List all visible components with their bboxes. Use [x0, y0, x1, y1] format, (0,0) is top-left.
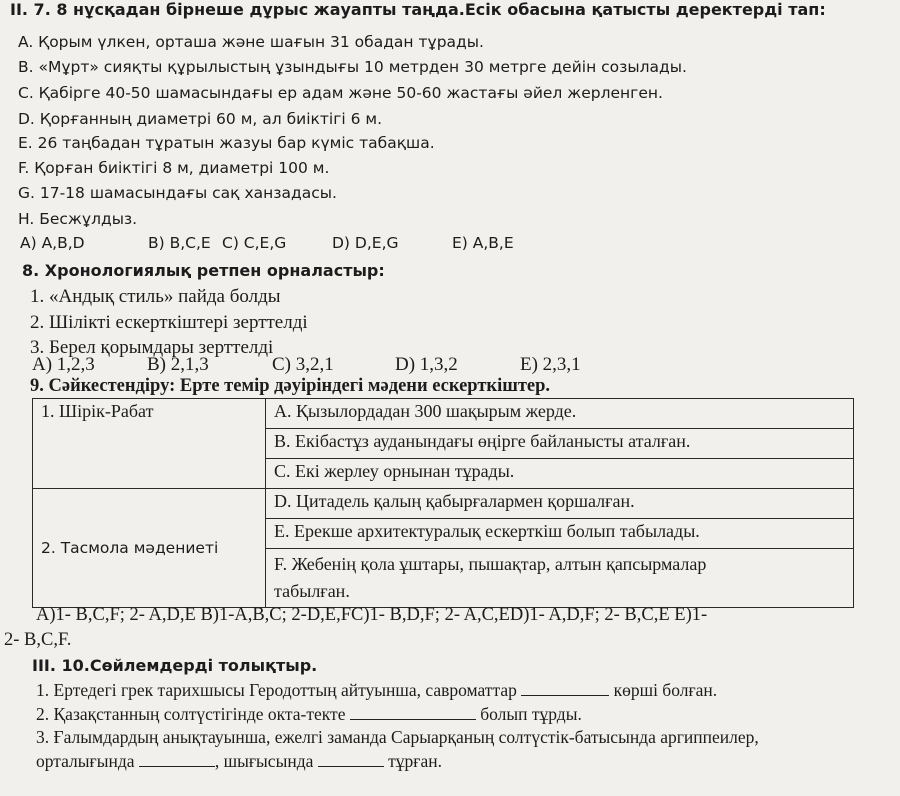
- q8-answer-a[interactable]: A) 1,2,3: [32, 354, 95, 375]
- question-10-heading: III. 10.Сөйлемдерді толықтыр.: [32, 656, 318, 675]
- q7-option-g: G. 17-18 шамасындағы сақ ханзадасы.: [18, 184, 337, 202]
- q10-sentence-3-end: тұрған.: [388, 751, 442, 771]
- right-item-f: [266, 549, 854, 608]
- right-item-d: [266, 489, 854, 519]
- q10-sentence-3-east-label: , шығысында: [214, 751, 314, 771]
- q10-sentence-1-start: 1. Ертедегі грек тарихшысы Геродоттың айтуынша, савроматтар: [36, 680, 517, 700]
- q8-item-2: 2. Шілікті ескерткіштері зерттелді: [30, 312, 308, 333]
- question-8-heading: 8. Хронологиялық ретпен орналастыр:: [22, 261, 385, 280]
- left-item-1-label: 1. Шірік-Рабат: [41, 401, 154, 421]
- q10-sentence-3-line2: [36, 751, 442, 772]
- q10-sentence-2: [36, 704, 582, 725]
- q7-answer-e[interactable]: E) A,B,E: [452, 234, 514, 252]
- right-item-e: [266, 519, 854, 549]
- q7-answer-b[interactable]: B) B,C,E: [148, 234, 211, 252]
- q10-blank-1[interactable]: [521, 681, 609, 696]
- left-item-2: [33, 489, 266, 608]
- q8-answer-e[interactable]: E) 2,3,1: [520, 354, 581, 375]
- right-item-f-label-line2: табылған.: [274, 581, 350, 601]
- right-item-b: [266, 429, 854, 459]
- q10-sentence-1-end: көрші болған.: [613, 680, 718, 700]
- right-item-f-label-line1: F. Жебенің қола ұштары, пышақтар, алтын қапсырмалар: [274, 554, 707, 574]
- q10-sentence-3-line1: 3. Ғалымдардың анықтауынша, ежелгі заманда Сарыарқаның солтүстік-батысында аргиппеилер,: [36, 727, 759, 747]
- right-item-a-label: A. Қызылордадан 300 шақырым жерде.: [274, 401, 577, 421]
- q7-option-f: F. Қорған биіктігі 8 м, диаметрі 100 м.: [18, 159, 330, 177]
- q10-sentence-2-end: болып тұрды.: [480, 704, 582, 724]
- q9-answer-choices-line1[interactable]: A)1- B,C,F; 2- A,D,E B)1-A,B,C; 2-D,E,FC)1- B,D,F; 2- A,C,ED)1- A,D,F; 2- B,C,E E)1-: [36, 605, 708, 625]
- q7-option-h: H. Бесжұлдыз.: [18, 210, 138, 228]
- q9-answer-choices-line2[interactable]: 2- B,C,F.: [4, 630, 72, 650]
- q10-blank-3[interactable]: [139, 752, 215, 767]
- q8-item-1: 1. «Андық стиль» пайда болды: [30, 286, 281, 307]
- q8-answer-b[interactable]: B) 2,1,3: [147, 354, 209, 375]
- right-item-c-label: C. Екі жерлеу орнынан тұрады.: [274, 461, 515, 481]
- q7-option-e: E. 26 таңбадан тұратын жазуы бар күміс табақша.: [18, 134, 435, 152]
- left-item-1: [33, 399, 266, 489]
- right-item-d-label: D. Цитадель қалың қабырғалармен қоршалған.: [274, 491, 635, 511]
- q7-option-d: D. Қорғанның диаметрі 60 м, ал биіктігі 6 м.: [18, 110, 383, 128]
- question-9-heading: 9. Сәйкестендіру: Ерте темір дәуіріндегі мәдени ескерткіштер.: [30, 376, 551, 396]
- right-item-b-label: B. Екібастұз ауданындағы өңірге байланысты аталған.: [274, 431, 691, 451]
- q7-answer-choices: [20, 234, 880, 256]
- right-item-a: [266, 399, 854, 429]
- q10-blank-2[interactable]: [350, 705, 476, 720]
- left-item-2-label: 2. Тасмола мәдениеті: [41, 539, 219, 557]
- question-7-heading: II. 7. 8 нұсқадан бірнеше дұрыс жауапты таңда.Есік обасына қатысты деректерді тап:: [10, 0, 826, 19]
- q8-answer-choices: [32, 354, 892, 378]
- q10-blank-4[interactable]: [318, 752, 384, 767]
- q8-answer-c[interactable]: C) 3,2,1: [272, 354, 334, 375]
- q8-item-3: 3. Берел қорымдары зерттелді: [30, 337, 274, 358]
- right-item-c: [266, 459, 854, 489]
- q7-answer-c[interactable]: C) C,E,G: [222, 234, 287, 252]
- q7-answer-d[interactable]: D) D,E,G: [332, 234, 399, 252]
- q10-sentence-2-start: 2. Қазақстанның солтүстігінде окта-текте: [36, 704, 346, 724]
- q7-option-c: C. Қабірге 40-50 шамасындағы ер адам және 50-60 жастағы әйел жерленген.: [18, 84, 663, 102]
- q10-sentence-3-center-label: орталығында: [36, 751, 135, 771]
- q7-answer-a[interactable]: A) A,B,D: [20, 234, 85, 252]
- matching-table: [32, 398, 854, 608]
- right-item-e-label: E. Ерекше архитектуралық ескерткіш болып табылады.: [274, 521, 700, 541]
- q10-sentence-1: [36, 680, 717, 701]
- q7-option-a: A. Қорым үлкен, орташа және шағын 31 обадан тұрады.: [18, 33, 484, 51]
- q7-option-b: B. «Мұрт» сияқты құрылыстың ұзындығы 10 метрден 30 метрге дейін созылады.: [18, 58, 687, 76]
- q8-answer-d[interactable]: D) 1,3,2: [395, 354, 458, 375]
